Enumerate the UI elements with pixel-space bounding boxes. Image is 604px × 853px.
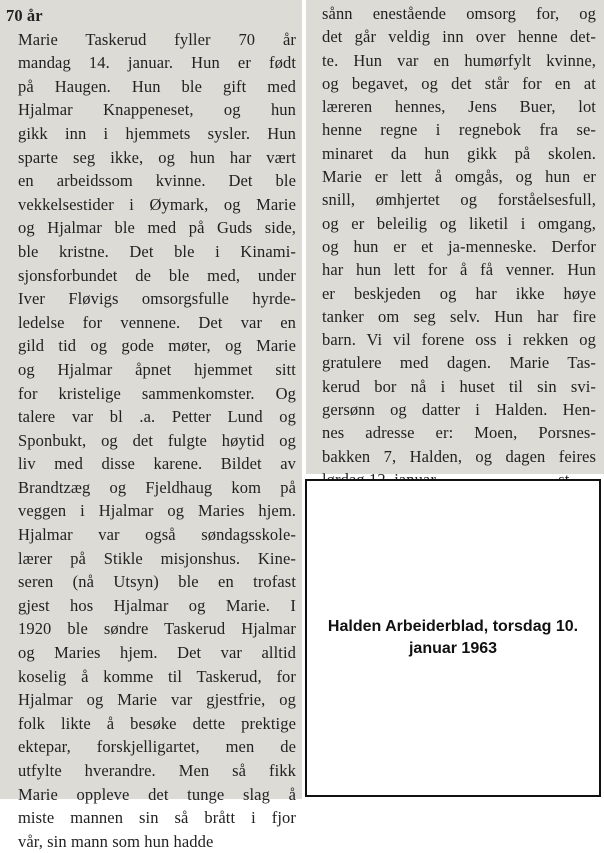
- text-line-content: på Haugen. Hun ble gift med: [18, 76, 296, 96]
- text-line: [306, 25, 604, 48]
- caption-line-1: Halden Arbeiderblad, torsdag 10.: [327, 618, 579, 635]
- text-line-content: koselig å komme til Taskerud, for: [18, 666, 296, 686]
- text-line-content: har hun lett for å få venner. Hun: [322, 260, 596, 280]
- text-line: [0, 641, 302, 665]
- text-line: [0, 665, 302, 689]
- text-line-content: veggen i Hjalmar og Maries hjem.: [18, 501, 296, 521]
- text-line-content: sånn enestående omsorg for, og: [322, 4, 596, 23]
- text-line: [0, 617, 302, 641]
- text-line-content: for kristelige sammenkomster. Og: [18, 383, 296, 403]
- text-line-content: gild tid og gode møter, og Marie: [18, 336, 296, 356]
- text-line-content: liv med disse karene. Bildet av: [18, 454, 296, 474]
- text-line-content: miste mannen sin så brått i fjor: [18, 808, 296, 828]
- text-line: [0, 523, 302, 547]
- article-heading: 70 år: [6, 6, 43, 25]
- text-line: [306, 49, 604, 72]
- text-line-content: seren (nå Utsyn) ble en trofast: [18, 572, 296, 592]
- text-line: [0, 712, 302, 736]
- text-line: [0, 311, 302, 335]
- text-line-content: sparte seg ikke, og hun har vært: [18, 147, 296, 167]
- text-line-content: og hun er et ja-menneske. Derfor: [322, 236, 596, 256]
- text-line-content: kerud bor nå i huset til sin svi-: [322, 376, 596, 396]
- text-line: [0, 216, 302, 240]
- text-line: [0, 735, 302, 759]
- text-line-content: og Hjalmar ble med på Guds side,: [18, 218, 296, 238]
- text-line-content: Hjalmar og Marie var gjestfrie, og: [18, 690, 296, 710]
- text-line-content: og er beleilig og liketil i omgang,: [322, 213, 596, 233]
- text-line: [306, 421, 604, 444]
- text-line: [0, 240, 302, 264]
- source-caption: [318, 616, 588, 660]
- text-line: [0, 287, 302, 311]
- text-line: [306, 328, 604, 351]
- text-line: [306, 165, 604, 188]
- text-line: [306, 235, 604, 258]
- article-column-right: [306, 0, 604, 474]
- text-line: [0, 122, 302, 146]
- text-line: [0, 429, 302, 453]
- text-line: [0, 547, 302, 571]
- text-line-content: Marie oppleve det tunge slag å: [18, 784, 296, 804]
- article-column-left: [0, 0, 302, 851]
- text-line-content: nes adresse er: Moen, Porsnes-: [322, 423, 596, 443]
- text-line: [306, 188, 604, 211]
- text-line: [0, 51, 302, 75]
- text-line-content: en arbeidssom kvinne. Det ble: [18, 171, 296, 191]
- text-line-content: Hjalmar Knappeneset, og hun: [18, 100, 296, 120]
- text-line-content: vekkelsestider i Øymark, og Marie: [18, 194, 296, 214]
- left-column-text: [0, 28, 302, 853]
- text-line-content: folk likte å besøke dette prektige: [18, 713, 296, 733]
- text-line-content: tanker om seg selv. Hun har fire: [322, 306, 596, 326]
- text-line: [0, 570, 302, 594]
- text-line: [0, 759, 302, 783]
- text-line-content: og begavet, og det står for en at: [322, 73, 596, 93]
- text-line: [306, 398, 604, 421]
- text-line: [306, 445, 604, 468]
- right-column-text: [306, 2, 604, 491]
- text-line-content: utfylte hverandre. Men så fikk: [18, 761, 296, 780]
- text-line-content: minaret da hun gikk på skolen.: [322, 143, 596, 163]
- text-line: [0, 476, 302, 500]
- text-line: [306, 95, 604, 118]
- text-line: [0, 28, 302, 52]
- text-line: [0, 806, 302, 830]
- text-line: [306, 2, 604, 25]
- source-caption-box: [305, 479, 601, 797]
- text-line: [0, 169, 302, 193]
- text-line-content: bakken 7, Halden, og dagen feires: [322, 446, 596, 466]
- text-line: [0, 264, 302, 288]
- text-line-content: ledelse for vennene. Det var en: [18, 312, 296, 332]
- text-line-content: gersønn og datter i Halden. Hen-: [322, 400, 596, 420]
- text-line-content: Iver Fløvigs omsorgsfulle hyrde-: [18, 289, 296, 309]
- text-line-content: Brandtzæg og Fjeldhaug kom på: [18, 477, 296, 497]
- text-line-content: Hjalmar var også søndagsskole-: [18, 525, 296, 545]
- text-line-content: snill, ømhjertet og forståelsesfull,: [322, 190, 596, 210]
- text-line: [306, 118, 604, 141]
- text-line: [0, 594, 302, 618]
- text-line-content: læreren hennes, Jens Buer, lot: [322, 97, 596, 117]
- text-line-content: lærer på Stikle misjonshus. Kine-: [18, 548, 296, 568]
- text-line: [306, 375, 604, 398]
- text-line: [0, 358, 302, 382]
- text-line: [306, 351, 604, 374]
- caption-line-2: januar 1963: [408, 640, 498, 657]
- text-line: [306, 305, 604, 328]
- text-line: [0, 98, 302, 122]
- text-line-content: Marie Taskerud fyller 70 år: [18, 29, 296, 49]
- text-line: [0, 193, 302, 217]
- text-line: [0, 783, 302, 807]
- text-line: [306, 258, 604, 281]
- text-line: [306, 72, 604, 95]
- text-line-content: te. Hun var en humørfylt kvinne,: [322, 50, 596, 70]
- text-line-content: og Hjalmar åpnet hjemmet sitt: [18, 359, 296, 379]
- text-line-content: henne regne i regnebok fra se-: [322, 120, 596, 140]
- text-line: [306, 212, 604, 235]
- text-line: [0, 830, 302, 853]
- text-line-content: talere var bl .a. Petter Lund og: [18, 407, 296, 427]
- text-line-content: mandag 14. januar. Hun er født: [18, 53, 296, 73]
- text-line: [0, 146, 302, 170]
- text-line-content: det går veldig inn over henne det-: [322, 27, 596, 47]
- text-line: [0, 452, 302, 476]
- text-line: [0, 499, 302, 523]
- text-line-content: ble kristne. Det ble i Kinami-: [18, 241, 296, 261]
- text-line-content: barn. Vi vil forene oss i rekken og: [322, 330, 596, 350]
- text-line-content: og Maries hjem. Det var alltid: [18, 643, 296, 663]
- text-line-content: gikk inn i hjemmets sysler. Hun: [18, 123, 296, 143]
- text-line: [306, 282, 604, 305]
- text-line-content: ektepar, forskjelligartet, men de: [18, 737, 296, 757]
- text-line: [0, 334, 302, 358]
- text-line-content: gjest hos Hjalmar og Marie. I: [18, 595, 296, 615]
- text-line-content: Marie er lett å omgås, og hun er: [322, 167, 596, 187]
- text-line: [0, 382, 302, 406]
- text-line: [0, 688, 302, 712]
- text-line-content: gratulere med dagen. Marie Tas-: [322, 353, 596, 373]
- text-line-content: Sponbukt, og det fulgte høytid og: [18, 430, 296, 450]
- text-line-content: sjonsforbundet de ble med, under: [18, 265, 296, 285]
- text-line-content: vår, sin mann som hun hadde: [18, 831, 214, 851]
- text-line: [306, 142, 604, 165]
- text-line: [0, 405, 302, 429]
- text-line-content: 1920 ble søndre Taskerud Hjalmar: [18, 619, 296, 639]
- text-line-content: er beskjeden og har ikke høye: [322, 283, 596, 303]
- text-line: [0, 75, 302, 99]
